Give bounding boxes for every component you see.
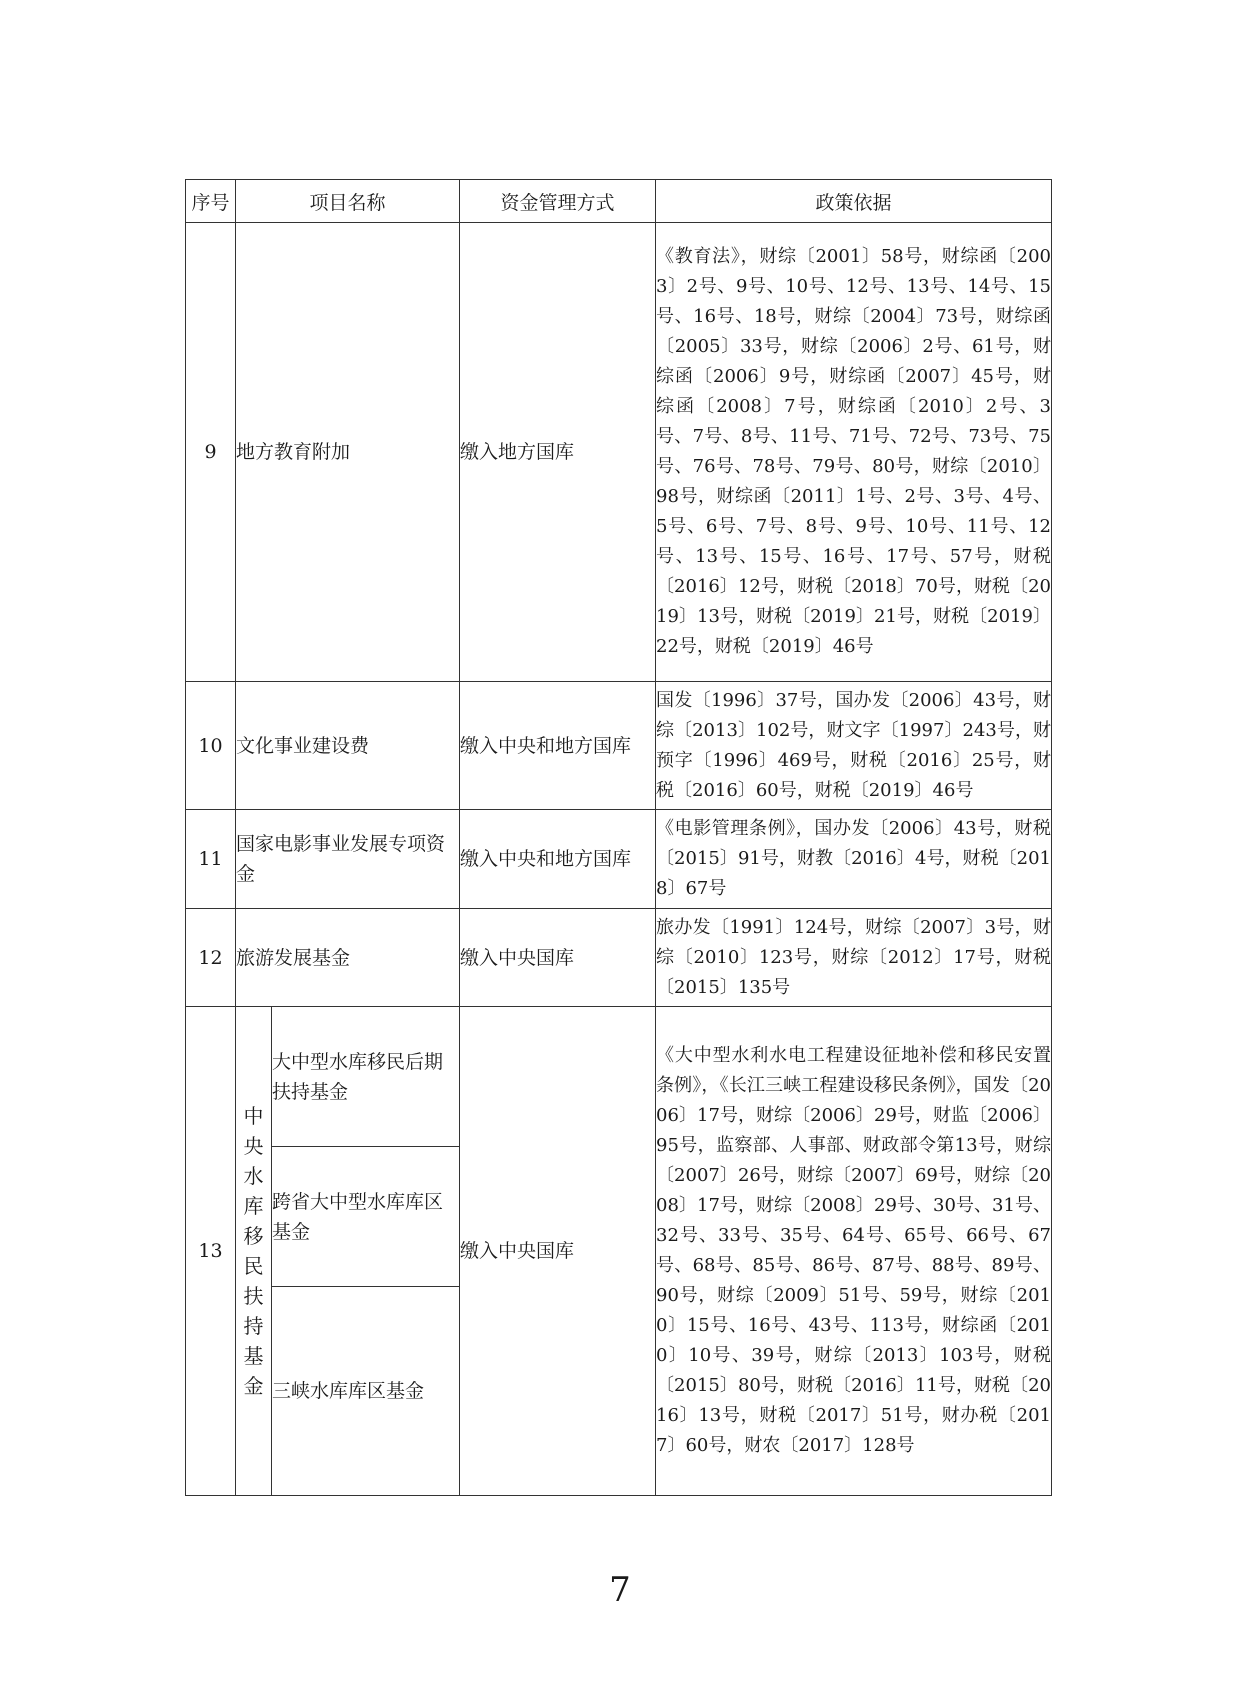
row-policy: 《电影管理条例》，国办发〔2006〕43号，财税〔2015〕91号，财教〔2016〕4号，财税〔2018〕67号 [656,810,1052,909]
header-seq: 序号 [186,180,236,223]
row-policy: 旅办发〔1991〕124号，财综〔2007〕3号，财综〔2010〕123号，财综〔2012〕17号，财税〔2015〕135号 [656,909,1052,1007]
row-policy: 《教育法》，财综〔2001〕58号，财综函〔2003〕2号、9号、10号、12号、13号、14号、15号、16号、18号，财综〔2004〕73号，财综函〔2005〕33号，财综〔2006〕2号、61号，财综函〔2006〕9号，财综函〔2007〕45号，财综函〔2008〕7号，财综函〔2010〕2号、3号、7号、8号、11号、71号、72号、73号、75号、76号、78号、79号、80号，财综〔2010〕98号，财综函〔2011〕1号、2号、3号、4号、5号、6号、7号、8号、9号、10号、11号、12号、13号、15号、16号、17号、57号，财税〔2016〕12号，财税〔2018〕70号，财税〔2019〕13号，财税〔2019〕21号，财税〔2019〕22号，财税〔2019〕46号 [656,223,1052,682]
row-management: 缴入地方国库 [460,223,656,682]
row-policy: 《大中型水利水电工程建设征地补偿和移民安置条例》，《长江三峡工程建设移民条例》，国发〔2006〕17号，财综〔2006〕29号，财监〔2006〕95号，监察部、人事部、财政部令第13号，财综〔2007〕26号，财综〔2007〕69号，财综〔2008〕17号，财综〔2008〕29号、30号、31号、32号、33号、35号、64号、65号、66号、67号、68号、85号、86号、87号、88号、89号、90号，财综〔2009〕51号、59号，财综〔2010〕15号、16号、43号、113号，财综函〔2010〕10号、39号，财综〔2013〕103号，财税〔2015〕80号，财税〔2016〕11号，财税〔2016〕13号，财税〔2017〕51号，财办税〔2017〕60号，财农〔2017〕128号 [656,1007,1052,1496]
row-name: 地方教育附加 [236,223,460,682]
row-seq: 11 [186,810,236,909]
header-policy: 政策依据 [656,180,1052,223]
fee-table [185,179,1052,1496]
header-name: 项目名称 [236,180,460,223]
table-row [186,1007,1052,1147]
row-policy: 国发〔1996〕37号，国办发〔2006〕43号，财综〔2013〕102号，财文字〔1997〕243号，财预字〔1996〕469号，财税〔2016〕25号，财税〔2016〕60号，财税〔2019〕46号 [656,682,1052,810]
row-name: 旅游发展基金 [236,909,460,1007]
table-row [186,682,1052,810]
row-seq: 12 [186,909,236,1007]
row-seq: 10 [186,682,236,810]
header-management: 资金管理方式 [460,180,656,223]
page-number: 7 [609,1570,631,1610]
table-row [186,223,1052,682]
row-management: 缴入中央和地方国库 [460,810,656,909]
table-header-row [186,180,1052,223]
row-seq: 13 [186,1007,236,1496]
row-group-name: 中央水库移民扶持基金 [236,1007,272,1496]
table-row [186,909,1052,1007]
row-sub-item: 大中型水库移民后期扶持基金 [272,1007,460,1147]
row-name: 文化事业建设费 [236,682,460,810]
row-name: 国家电影事业发展专项资金 [236,810,460,909]
row-management: 缴入中央国库 [460,909,656,1007]
row-management: 缴入中央和地方国库 [460,682,656,810]
row-sub-item: 三峡水库库区基金 [272,1287,460,1496]
row-sub-item: 跨省大中型水库库区基金 [272,1147,460,1287]
row-seq: 9 [186,223,236,682]
table-row [186,810,1052,909]
row-management: 缴入中央国库 [460,1007,656,1496]
